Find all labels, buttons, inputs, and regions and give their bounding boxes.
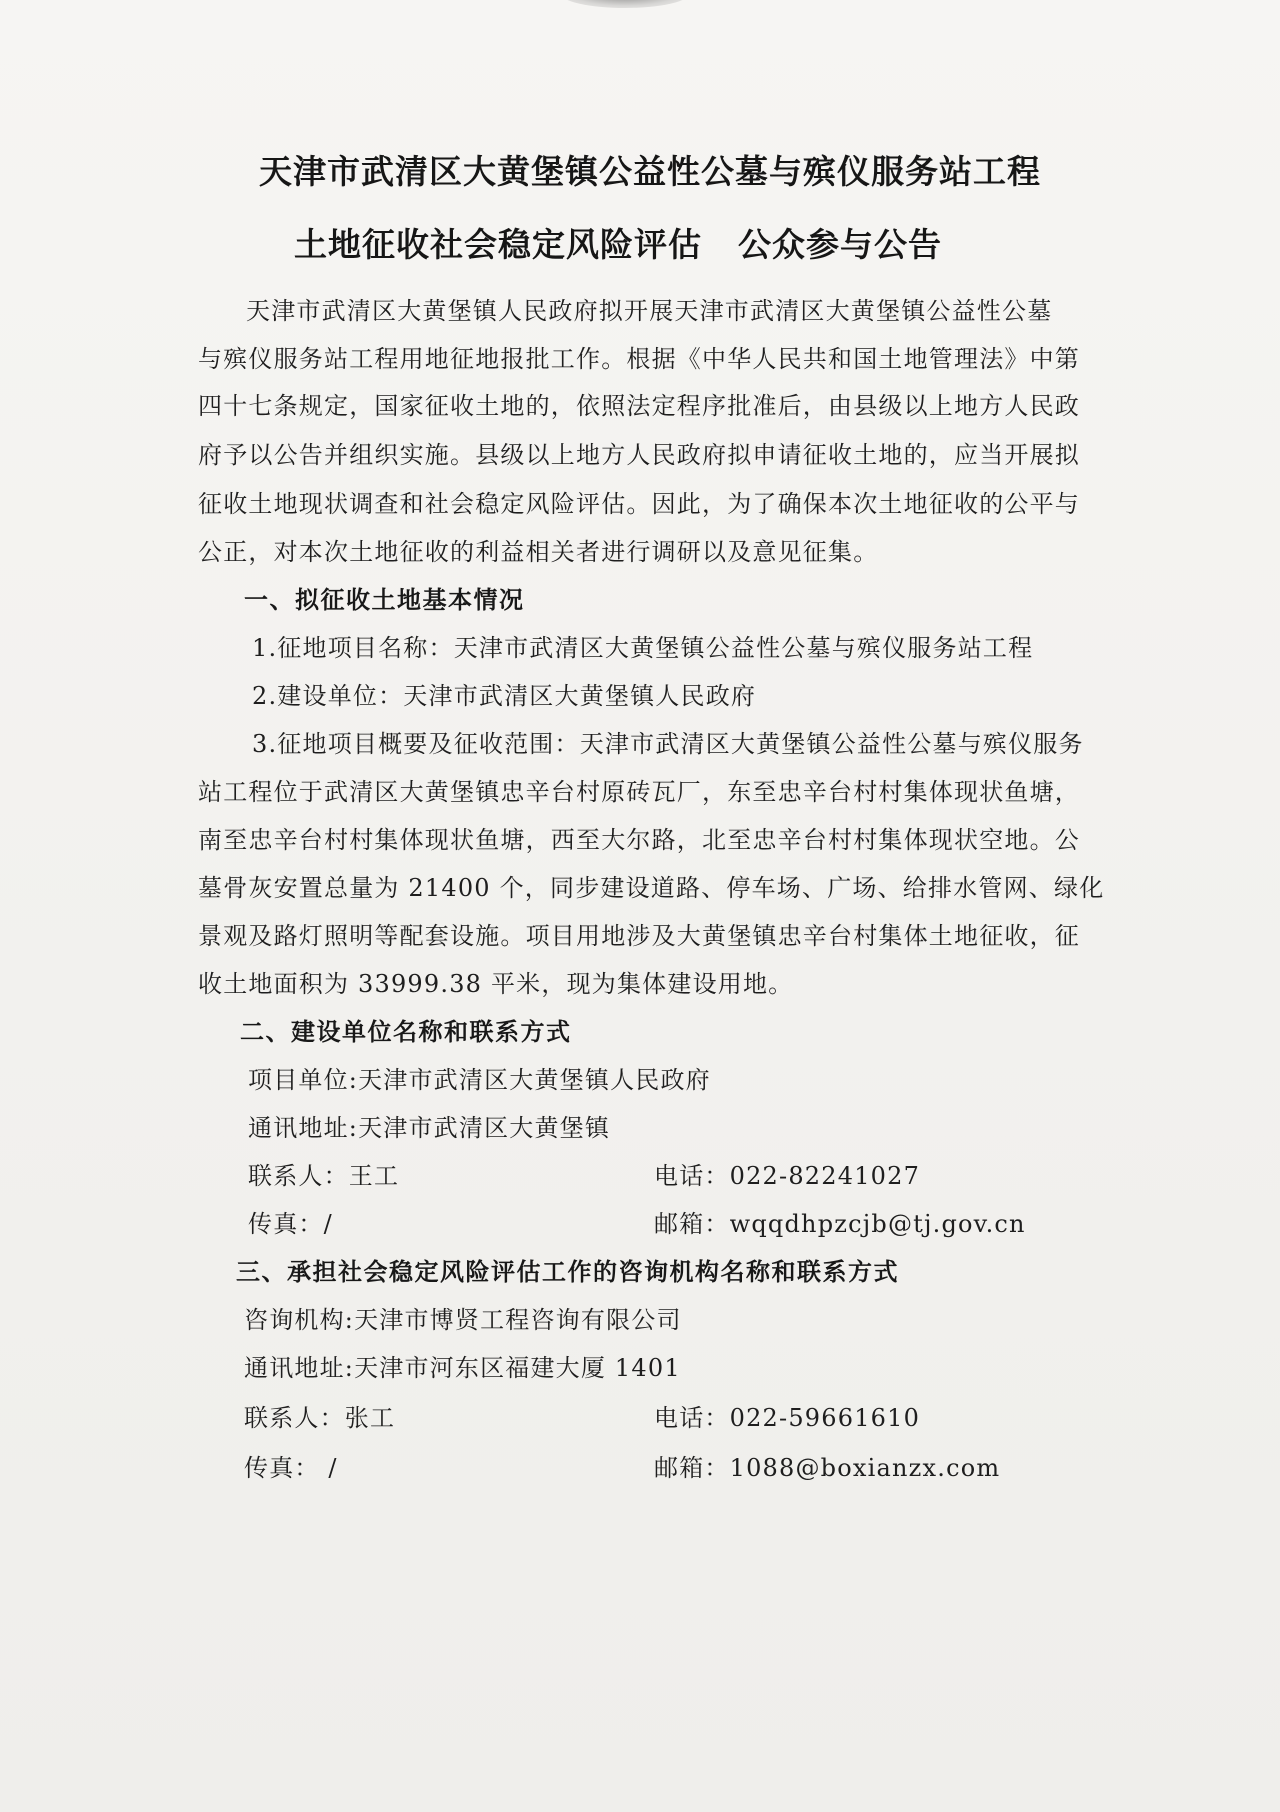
section1-item-builder: 2.建设单位：天津市武清区大黄堡镇人民政府: [252, 682, 757, 710]
section1-item-project-name: 1.征地项目名称：天津市武清区大黄堡镇公益性公墓与殡仪服务站工程: [252, 634, 1034, 662]
section1-item-scope-line-1: 3.征地项目概要及征收范围：天津市武清区大黄堡镇公益性公墓与殡仪服务: [252, 730, 1084, 758]
scan-shadow: [560, 0, 690, 8]
document-title-line1: 天津市武清区大黄堡镇公益性公墓与殡仪服务站工程: [259, 152, 1041, 191]
section1-item-scope-line-5: 景观及路灯照明等配套设施。项目用地涉及大黄堡镇忠辛台村集体土地征收，征: [198, 922, 1080, 950]
section3-email: 邮箱：1088@boxianzx.com: [654, 1454, 1001, 1482]
document-title-line2: [0, 219, 1258, 266]
section2-project-unit: 项目单位:天津市武清区大黄堡镇人民政府: [248, 1066, 711, 1094]
intro-line-4: 府予以公告并组织实施。县级以上地方人民政府拟申请征收土地的，应当开展拟: [198, 441, 1080, 469]
section1-item-scope-line-2: 站工程位于武清区大黄堡镇忠辛台村原砖瓦厂，东至忠辛台村村集体现状鱼塘，: [198, 778, 1080, 806]
section2-fax: 传真：/: [248, 1210, 333, 1238]
section3-phone: 电话：022-59661610: [654, 1404, 921, 1432]
intro-line-1: 天津市武清区大黄堡镇人民政府拟开展天津市武清区大黄堡镇公益性公墓: [246, 297, 1053, 325]
intro-line-3: 四十七条规定，国家征收土地的，依照法定程序批准后，由县级以上地方人民政: [198, 392, 1080, 420]
section3-address: 通讯地址:天津市河东区福建大厦 1401: [244, 1354, 681, 1382]
section2-heading: 二、建设单位名称和联系方式: [240, 1018, 572, 1046]
section1-item-scope-line-3: 南至忠辛台村村集体现状鱼塘，西至大尔路，北至忠辛台村村集体现状空地。公: [198, 826, 1080, 854]
section3-consulting-org: 咨询机构:天津市博贤工程咨询有限公司: [244, 1306, 682, 1334]
section2-contact-person: 联系人：王工: [248, 1162, 400, 1190]
section2-address: 通讯地址:天津市武清区大黄堡镇: [248, 1114, 611, 1142]
intro-line-5: 征收土地现状调查和社会稳定风险评估。因此，为了确保本次土地征收的公平与: [198, 490, 1080, 518]
section3-contact-person: 联系人：张工: [244, 1404, 396, 1432]
section3-fax: 传真： /: [244, 1454, 338, 1482]
section3-heading: 三、承担社会稳定风险评估工作的咨询机构名称和联系方式: [236, 1258, 899, 1286]
intro-line-6: 公正，对本次土地征收的利益相关者进行调研以及意见征集。: [198, 538, 879, 566]
section2-email: 邮箱：wqqdhpzcjb@tj.gov.cn: [654, 1210, 1026, 1238]
title-subject: 土地征收社会稳定风险评估: [294, 225, 702, 264]
section1-item-scope-line-4: 墓骨灰安置总量为 21400 个，同步建设道路、停车场、广场、给排水管网、绿化: [198, 874, 1105, 902]
section1-heading: 一、拟征收土地基本情况: [244, 586, 525, 614]
section1-item-scope-line-6: 收土地面积为 33999.38 平米，现为集体建设用地。: [198, 970, 794, 998]
title-notice-type: 公众参与公告: [738, 225, 942, 264]
section2-phone: 电话：022-82241027: [654, 1162, 921, 1190]
intro-line-2: 与殡仪服务站工程用地征地报批工作。根据《中华人民共和国土地管理法》中第: [198, 345, 1080, 373]
